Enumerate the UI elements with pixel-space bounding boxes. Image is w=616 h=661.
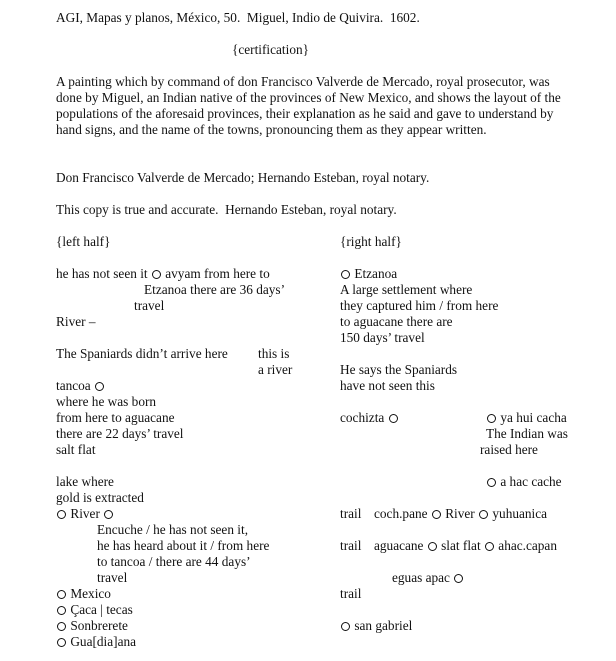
settlement-circle-icon bbox=[57, 510, 66, 519]
paragraph-line: hand signs, and the name of the towns, pronouncing them as they appear written. bbox=[56, 122, 487, 137]
settlement-circle-icon bbox=[485, 542, 494, 551]
label-text: Çaca | tecas bbox=[70, 602, 133, 617]
map-label: Etzanoa there are 36 days’ bbox=[144, 282, 286, 297]
map-label bbox=[340, 618, 412, 634]
trail-label: trail bbox=[340, 586, 362, 601]
map-label: River – bbox=[56, 314, 96, 329]
map-label: gold is extracted bbox=[56, 490, 144, 505]
settlement-circle-icon bbox=[341, 270, 350, 279]
map-label bbox=[56, 634, 136, 650]
map-label bbox=[56, 586, 111, 602]
left-half-heading: {left half} bbox=[56, 234, 111, 249]
label-text: cochizta bbox=[340, 410, 385, 425]
settlement-circle-icon bbox=[57, 622, 66, 631]
signatures: Don Francisco Valverde de Mercado; Hernando Esteban, royal notary. bbox=[56, 170, 430, 185]
map-label bbox=[374, 538, 557, 554]
document-title: AGI, Mapas y planos, México, 50. Miguel, Indio de Quivira. 1602. bbox=[56, 10, 420, 25]
map-label bbox=[392, 570, 464, 586]
map-label: raised here bbox=[480, 442, 538, 457]
map-label bbox=[56, 266, 270, 282]
settlement-circle-icon bbox=[57, 606, 66, 615]
trail-label: trail bbox=[340, 506, 362, 521]
settlement-circle-icon bbox=[95, 382, 104, 391]
settlement-circle-icon bbox=[454, 574, 463, 583]
label-text: ahac.capan bbox=[498, 538, 557, 553]
label-text: aguacane bbox=[374, 538, 424, 553]
map-label: Encuche / he has not seen it, bbox=[97, 522, 249, 537]
label-text: Etzanoa bbox=[354, 266, 398, 281]
settlement-circle-icon bbox=[479, 510, 488, 519]
settlement-circle-icon bbox=[152, 270, 161, 279]
map-label: this is bbox=[258, 346, 290, 361]
map-label: he has heard about it / from here bbox=[97, 538, 270, 553]
settlement-circle-icon bbox=[487, 478, 496, 487]
map-label bbox=[340, 266, 397, 282]
map-label bbox=[56, 602, 133, 618]
map-label: they captured him / from here bbox=[340, 298, 499, 313]
label-text: ya hui cacha bbox=[500, 410, 567, 425]
map-label: from here to aguacane bbox=[56, 410, 175, 425]
map-label: there are 22 days’ travel bbox=[56, 426, 184, 441]
label-text: coch.pane bbox=[374, 506, 428, 521]
map-label: a river bbox=[258, 362, 293, 377]
certification-paragraph bbox=[56, 74, 576, 138]
label-text: yuhuanica bbox=[492, 506, 548, 521]
paragraph-line: done by Miguel, an Indian native of the provinces of New Mexico, and shows the layout of the bbox=[56, 90, 561, 105]
certification-heading: {certification} bbox=[232, 42, 309, 57]
right-half-heading: {right half} bbox=[340, 234, 402, 249]
map-label: He says the Spaniards bbox=[340, 362, 458, 377]
trail-label: trail bbox=[340, 538, 362, 553]
map-label: to aguacane there are bbox=[340, 314, 453, 329]
settlement-circle-icon bbox=[432, 510, 441, 519]
map-label: salt flat bbox=[56, 442, 96, 457]
label-text: avyam from here to bbox=[165, 266, 270, 281]
map-label bbox=[56, 618, 128, 634]
map-label bbox=[56, 506, 114, 522]
label-text: River bbox=[70, 506, 100, 521]
label-text: he has not seen it bbox=[56, 266, 148, 281]
settlement-circle-icon bbox=[487, 414, 496, 423]
settlement-circle-icon bbox=[341, 622, 350, 631]
paragraph-line: A painting which by command of don Francisco Valverde de Mercado, royal prosecutor, was bbox=[56, 74, 550, 89]
map-label: lake where bbox=[56, 474, 114, 489]
map-label: travel bbox=[134, 298, 165, 313]
map-label bbox=[374, 506, 547, 522]
label-text: Mexico bbox=[70, 586, 111, 601]
map-label: where he was born bbox=[56, 394, 157, 409]
map-label: The Spaniards didn’t arrive here bbox=[56, 346, 228, 361]
map-label: have not seen this bbox=[340, 378, 435, 393]
settlement-circle-icon bbox=[104, 510, 113, 519]
settlement-circle-icon bbox=[428, 542, 437, 551]
map-label: to tancoa / there are 44 days’ bbox=[97, 554, 251, 569]
label-text: tancoa bbox=[56, 378, 91, 393]
map-label bbox=[56, 378, 105, 394]
map-label: A large settlement where bbox=[340, 282, 473, 297]
map-label bbox=[486, 410, 567, 426]
settlement-circle-icon bbox=[57, 638, 66, 647]
label-text: Sonbrerete bbox=[70, 618, 128, 633]
copy-note: This copy is true and accurate. Hernando Esteban, royal notary. bbox=[56, 202, 397, 217]
map-label: 150 days’ travel bbox=[340, 330, 425, 345]
label-text: River bbox=[445, 506, 475, 521]
label-text: san gabriel bbox=[354, 618, 413, 633]
label-text: slat flat bbox=[441, 538, 481, 553]
map-label: The Indian was bbox=[486, 426, 568, 441]
map-label: travel bbox=[97, 570, 128, 585]
paragraph-line: populations of the aforesaid provinces, their explanation as he said and gave to understand by bbox=[56, 106, 554, 121]
map-label bbox=[340, 410, 399, 426]
settlement-circle-icon bbox=[389, 414, 398, 423]
label-text: eguas apac bbox=[392, 570, 450, 585]
label-text: a hac cache bbox=[500, 474, 562, 489]
label-text: Gua[dia]ana bbox=[70, 634, 137, 649]
map-label bbox=[486, 474, 562, 490]
settlement-circle-icon bbox=[57, 590, 66, 599]
